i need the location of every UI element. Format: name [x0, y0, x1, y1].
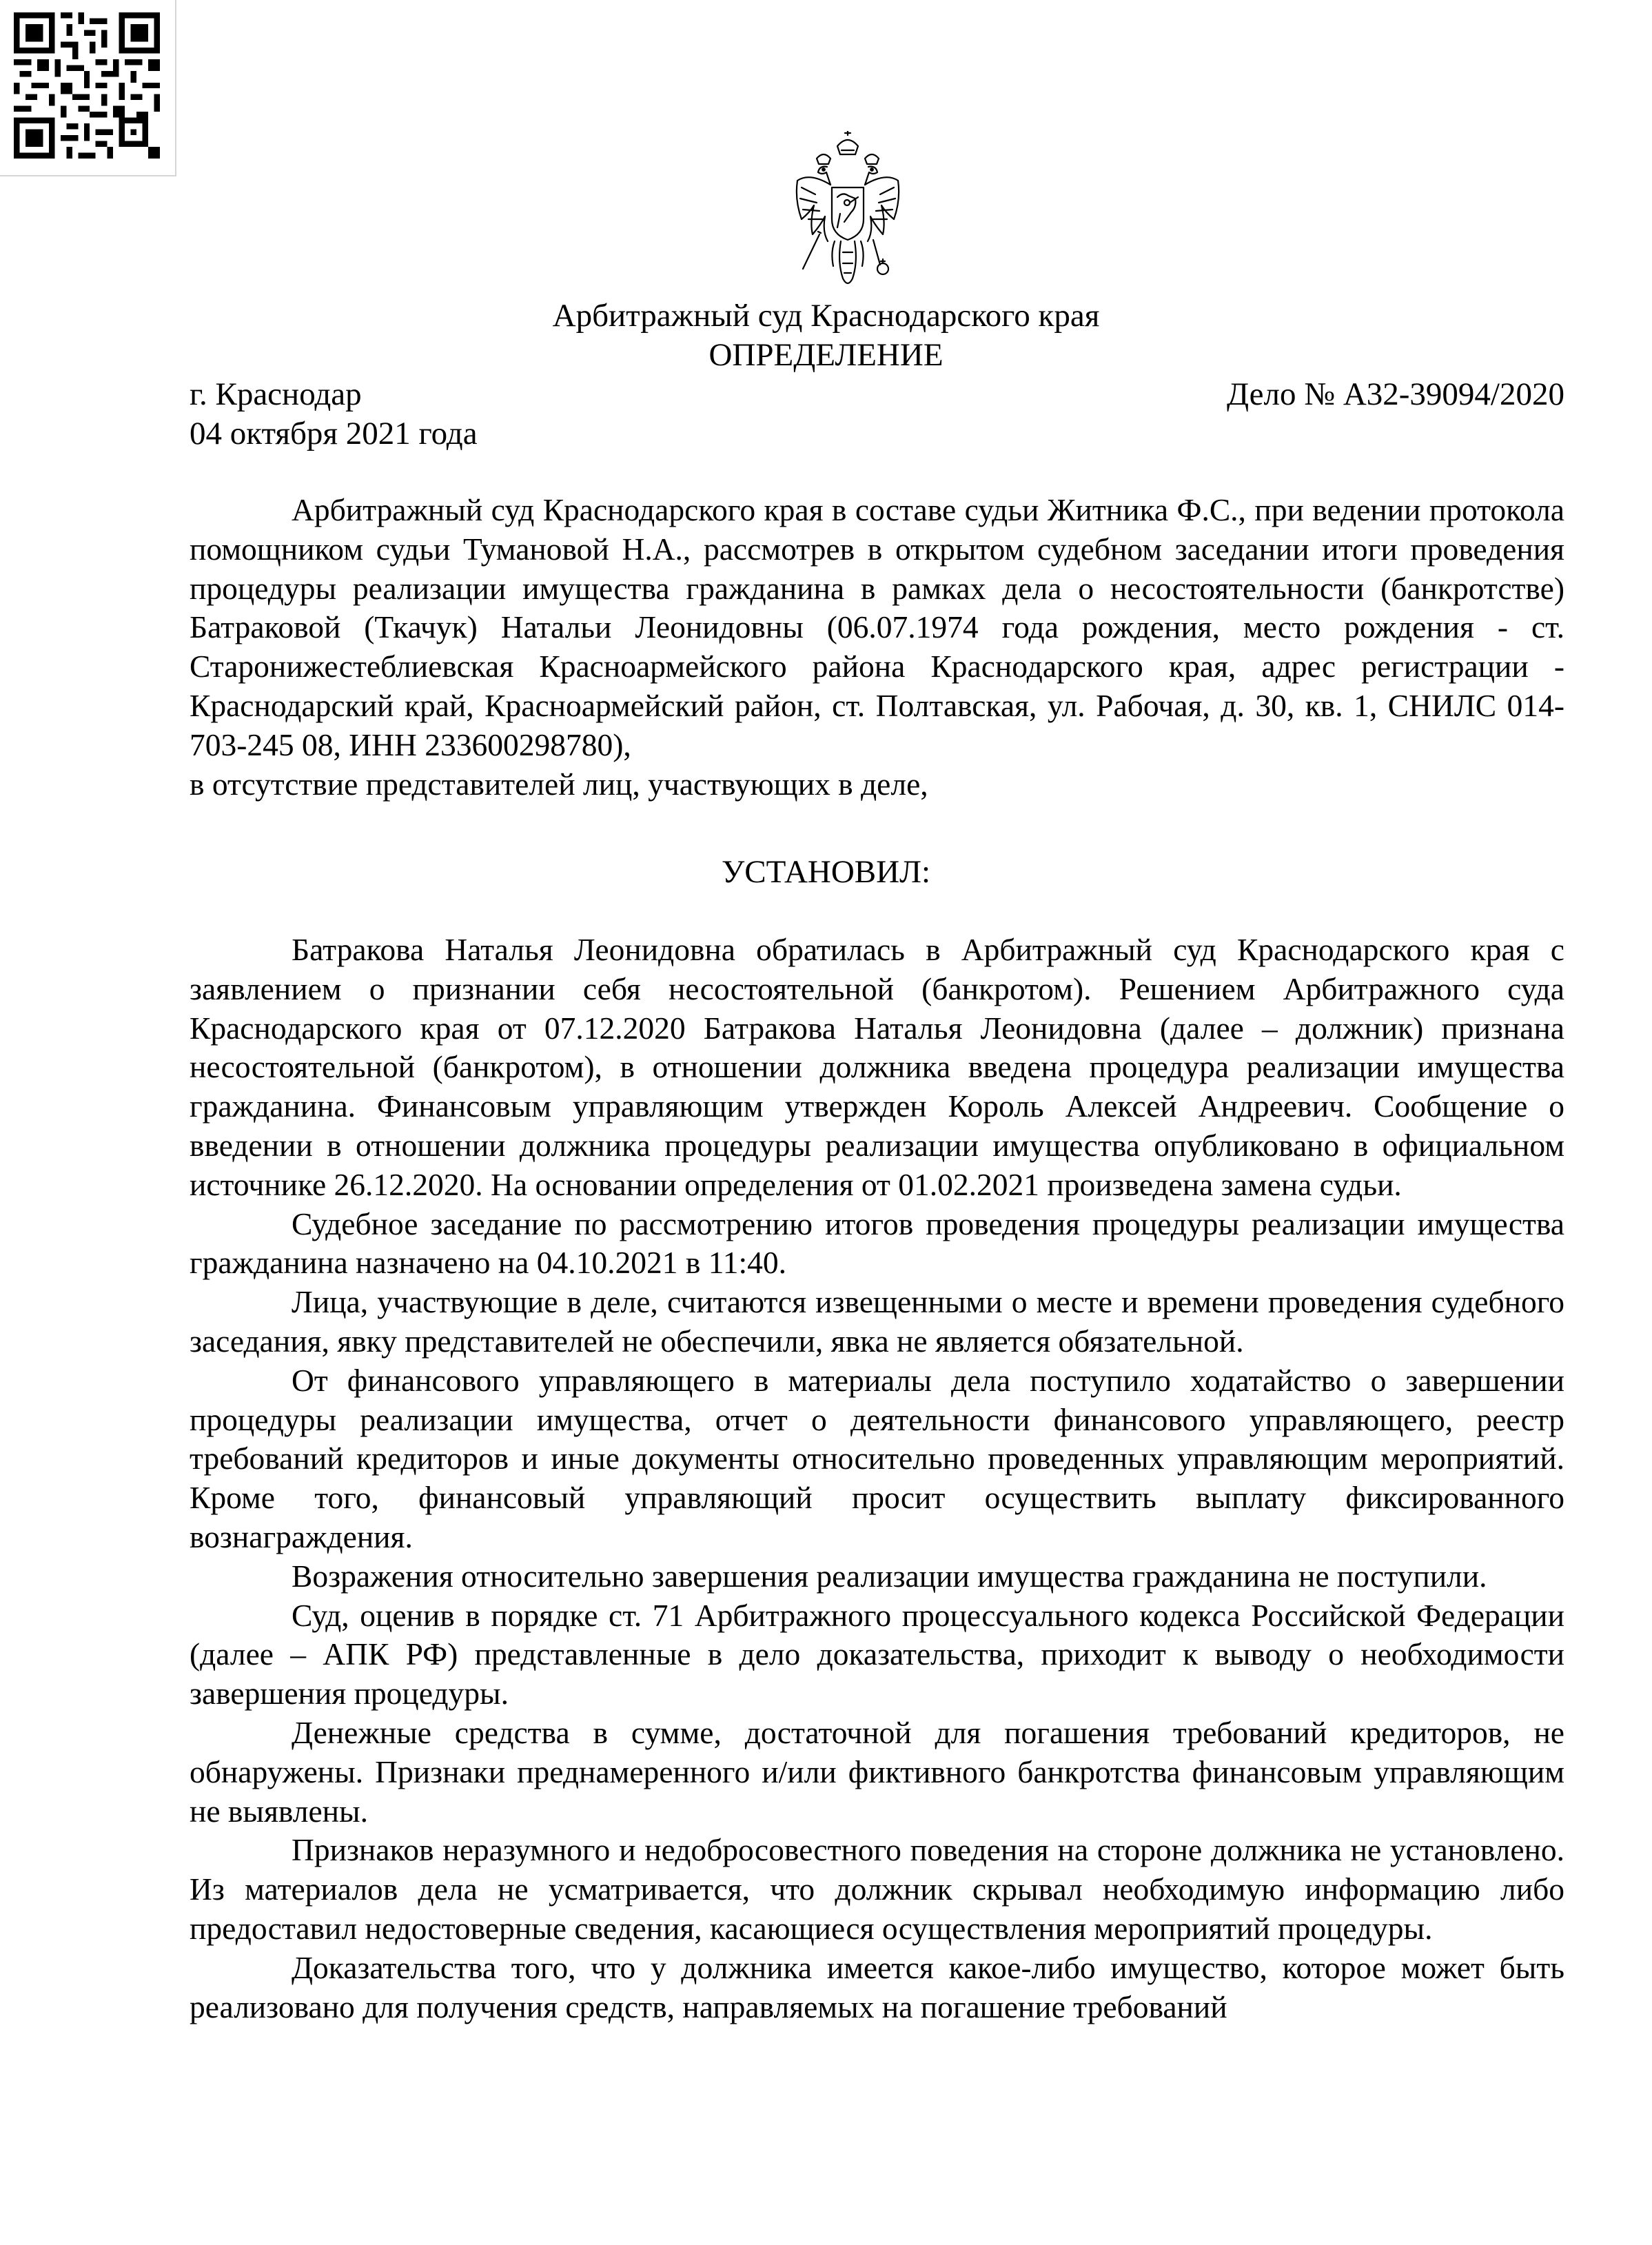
qr-code-frame	[0, 0, 176, 176]
court-name: Арбитражный суд Краснодарского края	[552, 298, 1100, 334]
paragraph: Лица, участвующие в деле, считаются извещенными о месте и времени проведения судебного заседания, явку представителей не обеспечили, явка не является обязательной.	[190, 1284, 1564, 1359]
intro-block	[190, 491, 1564, 804]
paragraph: Судебное заседание по рассмотрению итогов проведения процедуры реализации имущества гражданина назначено на 04.10.2021 в 11:40.	[190, 1206, 1564, 1281]
intro-paragraph: Арбитражный суд Краснодарского края в составе судьи Житника Ф.С., при ведении протокола помощником судьи Тумановой Н.А., рассмотрев в открытом судебном заседании итоги проведения процедуры реализации имущества гражданина в рамках дела о несостоятельности (банкротстве) Батраковой (Ткачук) Натальи Леонидовны (06.07.1974 года рождения, место рождения - ст. Старонижестеблиевская Красноармейского района Краснодарского края, адрес регистрации - Краснодарский край, Красноармейский район, ст. Полтавская, ул. Рабочая, д. 30, кв. 1, СНИЛС 014-703-245 08, ИНН 233600298780),	[190, 492, 1564, 762]
main-text	[190, 931, 1564, 2026]
document-date: 04 октября 2021 года	[190, 416, 478, 451]
paragraph: Возражения относительно завершения реализации имущества гражданина не поступили.	[292, 1558, 1487, 1594]
document-type-title: ОПРЕДЕЛЕНИЕ	[708, 337, 944, 373]
place-of-issue: г. Краснодар	[190, 376, 362, 412]
paragraph: Денежные средства в сумме, достаточной для погашения требований кредиторов, не обнаружены. Признаки преднамеренного и/или фиктивного банкротства финансовым управляющим не выявлены.	[190, 1714, 1564, 1829]
paragraph: Признаков неразумного и недобросовестного поведения на стороне должника не установлено. Из материалов дела не усматривается, что должник скрывал необходимую информацию либо предоставил недостоверные сведения, касающиеся осуществления мероприятий процедуры.	[190, 1832, 1564, 1946]
paragraph: Суд, оценив в порядке ст. 71 Арбитражного процессуального кодекса Российской Федерации (далее – АПК РФ) представленные в дело доказательства, приходит к выводу о необходимости завершения процедуры.	[190, 1597, 1564, 1711]
coat-of-arms-emblem	[789, 131, 906, 293]
case-number: Дело № А32-39094/2020	[1227, 376, 1564, 412]
section-heading-ustanovil: УСТАНОВИЛ:	[721, 854, 931, 890]
qr-code-icon	[14, 12, 160, 159]
paragraph: Батракова Наталья Леонидовна обратилась в Арбитражный суд Краснодарского края с заявлением о признании себя несостоятельной (банкротом). Решением Арбитражного суда Краснодарского края от 07.12.2020 Батракова Наталья Леонидовна (далее – должник) признана несостоятельной (банкротом), в отношении должника введена процедура реализации имущества гражданина. Финансовым управляющим утвержден Король Алексей Андреевич. Сообщение о введении в отношении должника процедуры реализации имущества опубликовано в официальном источнике 26.12.2020. На основании определения от 01.02.2021 произведена замена судьи.	[190, 932, 1564, 1202]
intro-absence-line: в отсутствие представителей лиц, участвующих в деле,	[190, 766, 928, 802]
paragraph: От финансового управляющего в материалы дела поступило ходатайство о завершении процедуры реализации имущества, отчет о деятельности финансового управляющего, реестр требований кредиторов и иные документы относительно проведенных управляющим мероприятий. Кроме того, финансовый управляющий просит осуществить выплату фиксированного вознаграждения.	[190, 1362, 1564, 1554]
paragraph: Доказательства того, что у должника имеется какое-либо имущество, которое может быть реализовано для получения средств, направляемых на погашение требований	[190, 1949, 1564, 2024]
